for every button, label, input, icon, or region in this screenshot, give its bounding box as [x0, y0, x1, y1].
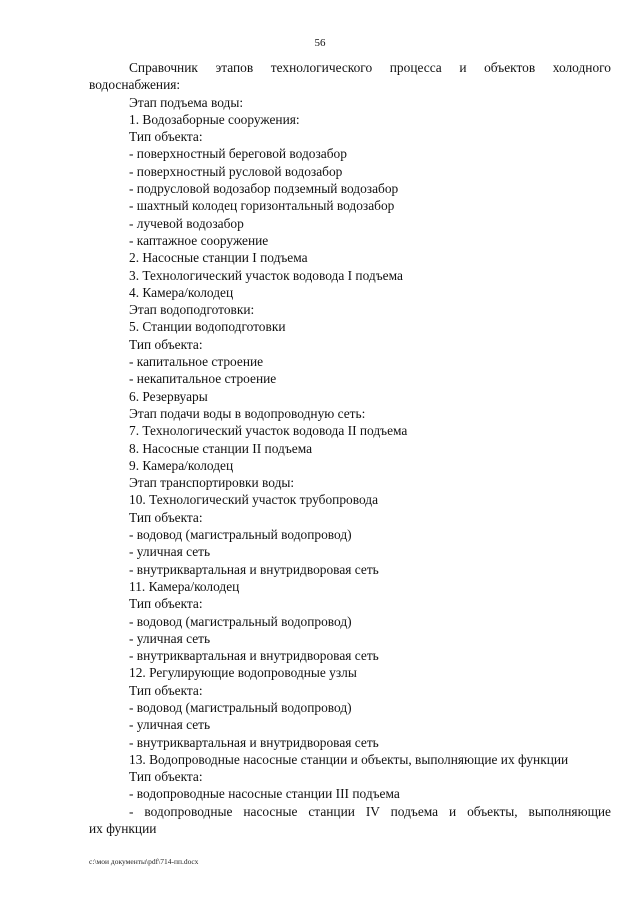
text-line: - внутриквартальная и внутридворовая сеть: [129, 561, 379, 577]
text-line: - водопроводные насосные станции III подъема: [129, 786, 400, 802]
text-line: - поверхностный береговой водозабор: [129, 146, 347, 162]
text-line: - шахтный колодец горизонтальный водозабор: [129, 198, 395, 214]
text-line: - поверхностный русловой водозабор: [129, 163, 343, 179]
footer-file-path: c:\мои документы\pdf\714-пп.docx: [89, 857, 199, 866]
text-line: 5. Станции водоподготовки: [129, 319, 286, 335]
text-line: - капитальное строение: [129, 354, 264, 370]
text-line: Тип объекта:: [129, 596, 203, 612]
text-line: Тип объекта:: [129, 682, 203, 698]
text-line: - внутриквартальная и внутридворовая сеть: [129, 648, 379, 664]
text-line: Тип объекта:: [129, 129, 203, 145]
text-line: Тип объекта:: [129, 769, 203, 785]
text-line: Этап подачи воды в водопроводную сеть:: [129, 405, 366, 421]
text-line: 13. Водопроводные насосные станции и объекты, выполняющие их функции: [129, 751, 569, 767]
text-line: - уличная сеть: [129, 717, 211, 733]
text-line: - водовод (магистральный водопровод): [129, 613, 352, 629]
text-line: 1. Водозаборные сооружения:: [129, 111, 300, 127]
text-line: - уличная сеть: [129, 630, 211, 646]
text-line: - лучевой водозабор: [129, 215, 244, 231]
text-line: - подрусловой водозабор подземный водозабор: [129, 181, 399, 197]
text-line: 12. Регулирующие водопроводные узлы: [129, 665, 357, 681]
text-line: 8. Насосные станции II подъема: [129, 440, 313, 456]
text-line: - водовод (магистральный водопровод): [129, 527, 352, 543]
text-line: - водовод (магистральный водопровод): [129, 699, 352, 715]
text-line: 7. Технологический участок водовода II подъема: [129, 423, 408, 439]
text-line: - некапитальное строение: [129, 371, 277, 387]
page-number: 56: [314, 37, 326, 49]
text-line: Справочник этапов технологического процесса и объектов холодного: [129, 60, 611, 75]
text-line: - водопроводные насосные станции IV подъема и объекты, выполняющие: [129, 803, 611, 819]
text-line: их функции: [89, 821, 157, 837]
text-line: 3. Технологический участок водовода I подъема: [129, 267, 403, 283]
text-line: - каптажное сооружение: [129, 232, 269, 248]
text-line: - уличная сеть: [129, 544, 211, 560]
text-line: 2. Насосные станции I подъема: [129, 250, 308, 266]
text-line: Тип объекта:: [129, 509, 203, 525]
text-line: 4. Камера/колодец: [129, 284, 234, 300]
text-line: водоснабжения:: [89, 77, 181, 93]
text-line: 6. Резервуары: [129, 388, 208, 404]
text-line: - внутриквартальная и внутридворовая сеть: [129, 734, 379, 750]
text-line: 9. Камера/колодец: [129, 457, 234, 473]
text-line: Этап подъема воды:: [129, 94, 244, 110]
text-line: Тип объекта:: [129, 336, 203, 352]
text-line: 11. Камера/колодец: [129, 578, 240, 594]
document-body: [89, 59, 611, 837]
text-line: 10. Технологический участок трубопровода: [129, 492, 379, 508]
text-line: Этап транспортировки воды:: [129, 475, 295, 491]
text-line: Этап водоподготовки:: [129, 302, 255, 318]
